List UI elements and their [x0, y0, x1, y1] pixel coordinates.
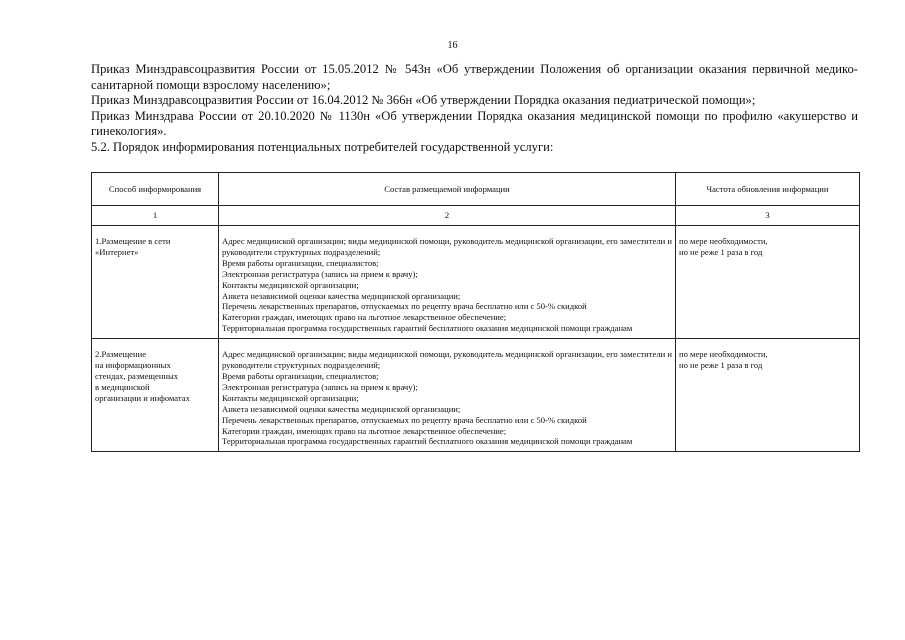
content-line: Адрес медицинской организации; виды медицинской помощи, руководитель медицинской организации, его заместители и руководители структурных подразделений;	[222, 349, 672, 371]
content-line: Территориальная программа государственных гарантий бесплатного оказания медицинской помощи гражданам	[222, 323, 633, 334]
column-number: 1	[92, 206, 219, 226]
cell-content	[219, 226, 676, 339]
method-line: организации и инфоматах	[95, 392, 190, 403]
method-line: 2.Размещение	[95, 349, 147, 360]
method-line: стендах, размещенных	[95, 370, 179, 381]
content-line: Контакты медицинской организации;	[222, 392, 359, 403]
cell-method	[92, 226, 219, 339]
method-line: в медицинской	[95, 381, 150, 392]
table-row	[92, 339, 860, 452]
informing-table	[91, 172, 860, 452]
content-line: Категории граждан, имеющих право на льготное лекарственное обеспечение;	[222, 312, 507, 323]
intro-paragraph-order-543n: Приказ Минздравсоцразвития России от 15.05.2012 № 543н «Об утверждении Положения об организации оказания первичной медико-санитарной помощи взрослому населению»;	[91, 62, 858, 92]
content-line: Анкета независимой оценки качества медицинской организации;	[222, 290, 461, 301]
column-number-row	[92, 206, 860, 226]
content-line: Время работы организации, специалистов;	[222, 370, 379, 381]
frequency-line: по мере необходимости,	[679, 236, 768, 246]
content-line: Перечень лекарственных препаратов, отпускаемых по рецепту врача бесплатно или с 50-% скидкой	[222, 301, 587, 312]
intro-paragraph-order-1130n: Приказ Минздрава России от 20.10.2020 № 1130н «Об утверждении Порядка оказания медицинской помощи по профилю «акушерство и гинекология».	[91, 108, 858, 139]
header-method: Способ информирования	[92, 173, 219, 206]
cell-method	[92, 339, 219, 452]
content-line: Территориальная программа государственных гарантий бесплатного оказания медицинской помощи гражданам	[222, 436, 633, 447]
frequency-line: по мере необходимости,	[679, 349, 768, 360]
content-line: Электронная регистратура (запись на прием к врачу);	[222, 268, 418, 279]
frequency-line: но не реже 1 раза в год	[679, 246, 763, 257]
section-heading-5-2: 5.2. Порядок информирования потенциальных потребителей государственной услуги:	[91, 139, 554, 154]
intro-text	[91, 62, 858, 156]
cell-frequency	[676, 226, 860, 339]
content-line: Контакты медицинской организации;	[222, 279, 359, 290]
table-row	[92, 226, 860, 339]
content-line: Адрес медицинской организации; виды медицинской помощи, руководитель медицинской организации, его заместители и руководители структурных подразделений;	[222, 236, 672, 257]
header-frequency: Частота обновления информации	[676, 173, 860, 206]
page-number: 16	[447, 40, 458, 51]
column-number: 3	[676, 206, 860, 226]
cell-frequency	[676, 339, 860, 452]
content-line: Анкета независимой оценки качества медицинской организации;	[222, 403, 461, 414]
method-line: 1.Размещение в сети	[95, 236, 171, 246]
content-line: Электронная регистратура (запись на прием к врачу);	[222, 381, 418, 392]
intro-paragraph-order-366n: Приказ Минздравсоцразвития России от 16.04.2012 № 366н «Об утверждении Порядка оказания педиатрической помощи»;	[91, 93, 756, 108]
header-content: Состав размещаемой информации	[219, 173, 676, 206]
method-line: на информационных	[95, 360, 171, 371]
content-line: Перечень лекарственных препаратов, отпускаемых по рецепту врача бесплатно или с 50-% скидкой	[222, 414, 587, 425]
cell-content	[219, 339, 676, 452]
table-header-row	[92, 173, 860, 206]
frequency-line: но не реже 1 раза в год	[679, 360, 763, 371]
content-line: Время работы организации, специалистов;	[222, 257, 379, 268]
column-number: 2	[219, 206, 676, 226]
content-line: Категории граждан, имеющих право на льготное лекарственное обеспечение;	[222, 425, 507, 436]
method-line: «Интернет»	[95, 246, 139, 257]
